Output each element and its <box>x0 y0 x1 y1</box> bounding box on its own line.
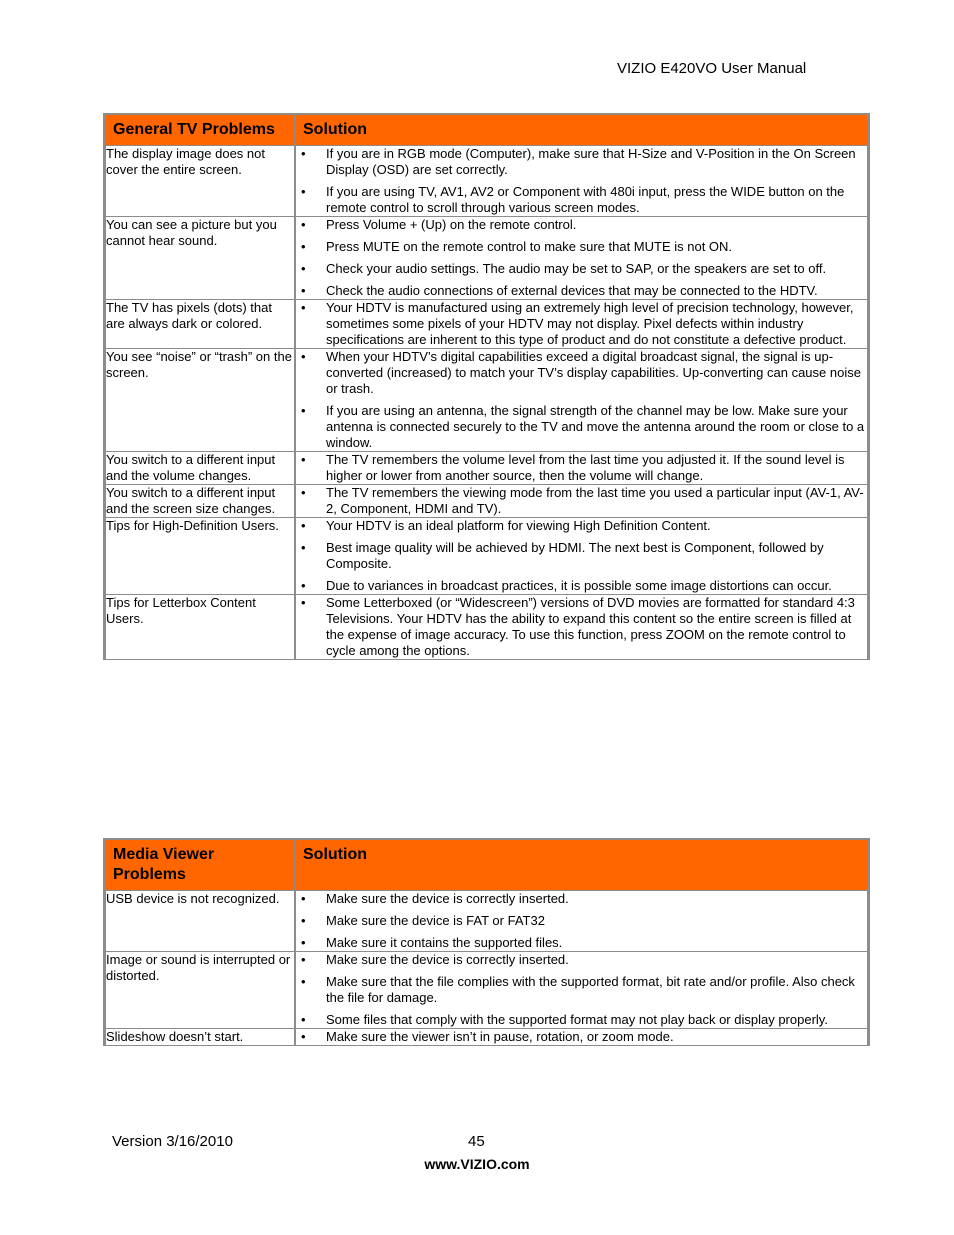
problem-column-header: Media Viewer Problems <box>106 839 294 891</box>
solution-cell <box>296 1029 867 1045</box>
solution-item: • Your HDTV is an ideal platform for viewing High Definition Content. <box>296 518 867 534</box>
version-date: Version 3/16/2010 <box>112 1133 233 1150</box>
table-header-row <box>106 114 867 146</box>
solution-item: • Some Letterboxed (or “Widescreen”) versions of DVD movies are formatted for standard 4:3 Televisions. Your HDTV has the ability to expand this content so the entire screen is filled at the expense of image accuracy. To use this function, press ZOOM on the remote control to cycle among the options. <box>296 595 867 659</box>
solution-list <box>296 485 867 517</box>
table-row <box>106 891 867 952</box>
table-row <box>106 595 867 659</box>
solution-item: • The TV remembers the viewing mode from the last time you used a particular input (AV-1, AV-2, Component, HDMI and TV). <box>296 485 867 517</box>
problem-cell: You can see a picture but you cannot hear sound. <box>106 217 294 300</box>
table-row <box>106 452 867 485</box>
solution-column-header: Solution <box>296 114 867 146</box>
problem-cell: You switch to a different input and the screen size changes. <box>106 485 294 518</box>
solution-list <box>296 518 867 594</box>
solution-cell <box>296 300 867 349</box>
solution-list <box>296 349 867 451</box>
solution-item: • The TV remembers the volume level from the last time you adjusted it. If the sound level is higher or lower from another source, then the volume will change. <box>296 452 867 484</box>
solution-item: • Best image quality will be achieved by HDMI. The next best is Component, followed by Composite. <box>296 540 867 572</box>
solution-item: • Check the audio connections of external devices that may be connected to the HDTV. <box>296 283 867 299</box>
solution-list <box>296 146 867 216</box>
manual-title: VIZIO E420VO User Manual <box>617 60 807 77</box>
solution-item: • Make sure that the file complies with the supported format, bit rate and/or profile. Also check the file for damage. <box>296 974 867 1006</box>
solution-list <box>296 595 867 659</box>
solution-list <box>296 891 867 951</box>
problem-cell: Image or sound is interrupted or distorted. <box>106 952 294 1029</box>
solution-list <box>296 1029 867 1045</box>
problem-column-header: General TV Problems <box>106 114 294 146</box>
solution-list <box>296 952 867 1028</box>
page-number: 45 <box>468 1133 485 1150</box>
solution-cell <box>296 518 867 595</box>
solution-item: • Make sure the viewer isn’t in pause, rotation, or zoom mode. <box>296 1029 867 1045</box>
solution-cell <box>296 146 867 217</box>
solution-list <box>296 300 867 348</box>
problem-cell: Slideshow doesn’t start. <box>106 1029 294 1045</box>
website-url: www.VIZIO.com <box>424 1156 530 1172</box>
problem-cell: The TV has pixels (dots) that are always dark or colored. <box>106 300 294 349</box>
solution-item: • Due to variances in broadcast practices, it is possible some image distortions can occur. <box>296 578 867 594</box>
solution-item: • When your HDTV’s digital capabilities exceed a digital broadcast signal, the signal is up-converted (increased) to match your TV’s display capabilities. Up-converting can cause noise or trash. <box>296 349 867 397</box>
solution-item: • If you are in RGB mode (Computer), make sure that H-Size and V-Position in the On Screen Display (OSD) are set correctly. <box>296 146 867 178</box>
solution-list <box>296 452 867 484</box>
problem-cell: Tips for High-Definition Users. <box>106 518 294 595</box>
table-row <box>106 146 867 217</box>
solution-cell <box>296 595 867 659</box>
table-header-row <box>106 839 867 891</box>
table-row <box>106 300 867 349</box>
solution-column-header: Solution <box>296 839 867 891</box>
solution-list <box>296 217 867 299</box>
solution-item: • If you are using TV, AV1, AV2 or Component with 480i input, press the WIDE button on the remote control to scroll through various screen modes. <box>296 184 867 216</box>
table-row <box>106 349 867 452</box>
problem-cell: You see “noise” or “trash” on the screen. <box>106 349 294 452</box>
solution-cell <box>296 452 867 485</box>
problem-cell: You switch to a different input and the volume changes. <box>106 452 294 485</box>
solution-item: • Make sure the device is correctly inserted. <box>296 952 867 968</box>
solution-item: • Make sure the device is correctly inserted. <box>296 891 867 907</box>
solution-item: • If you are using an antenna, the signal strength of the channel may be low. Make sure your antenna is connected securely to the TV and move the antenna around the room or close to a window. <box>296 403 867 451</box>
table-row <box>106 952 867 1029</box>
solution-cell <box>296 217 867 300</box>
solution-cell <box>296 952 867 1029</box>
table-row <box>106 518 867 595</box>
table-row <box>106 485 867 518</box>
solution-cell <box>296 349 867 452</box>
solution-item: • Press MUTE on the remote control to make sure that MUTE is not ON. <box>296 239 867 255</box>
solution-cell <box>296 485 867 518</box>
media-viewer-problems-table <box>103 838 870 1046</box>
solution-item: • Make sure the device is FAT or FAT32 <box>296 913 867 929</box>
solution-item: • Check your audio settings. The audio may be set to SAP, or the speakers are set to off. <box>296 261 867 277</box>
solution-item: • Your HDTV is manufactured using an extremely high level of precision technology, however, sometimes some pixels of your HDTV may not display. Pixel defects within industry specifications are inherent to this type of product and do not constitute a defective product. <box>296 300 867 348</box>
table-row <box>106 1029 867 1045</box>
solution-item: • Some files that comply with the supported format may not play back or display properly. <box>296 1012 867 1028</box>
solution-cell <box>296 891 867 952</box>
problem-cell: The display image does not cover the entire screen. <box>106 146 294 217</box>
problem-cell: USB device is not recognized. <box>106 891 294 952</box>
solution-item: • Make sure it contains the supported files. <box>296 935 867 951</box>
table-row <box>106 217 867 300</box>
general-tv-problems-table <box>103 113 870 660</box>
problem-cell: Tips for Letterbox Content Users. <box>106 595 294 659</box>
solution-item: • Press Volume + (Up) on the remote control. <box>296 217 867 233</box>
